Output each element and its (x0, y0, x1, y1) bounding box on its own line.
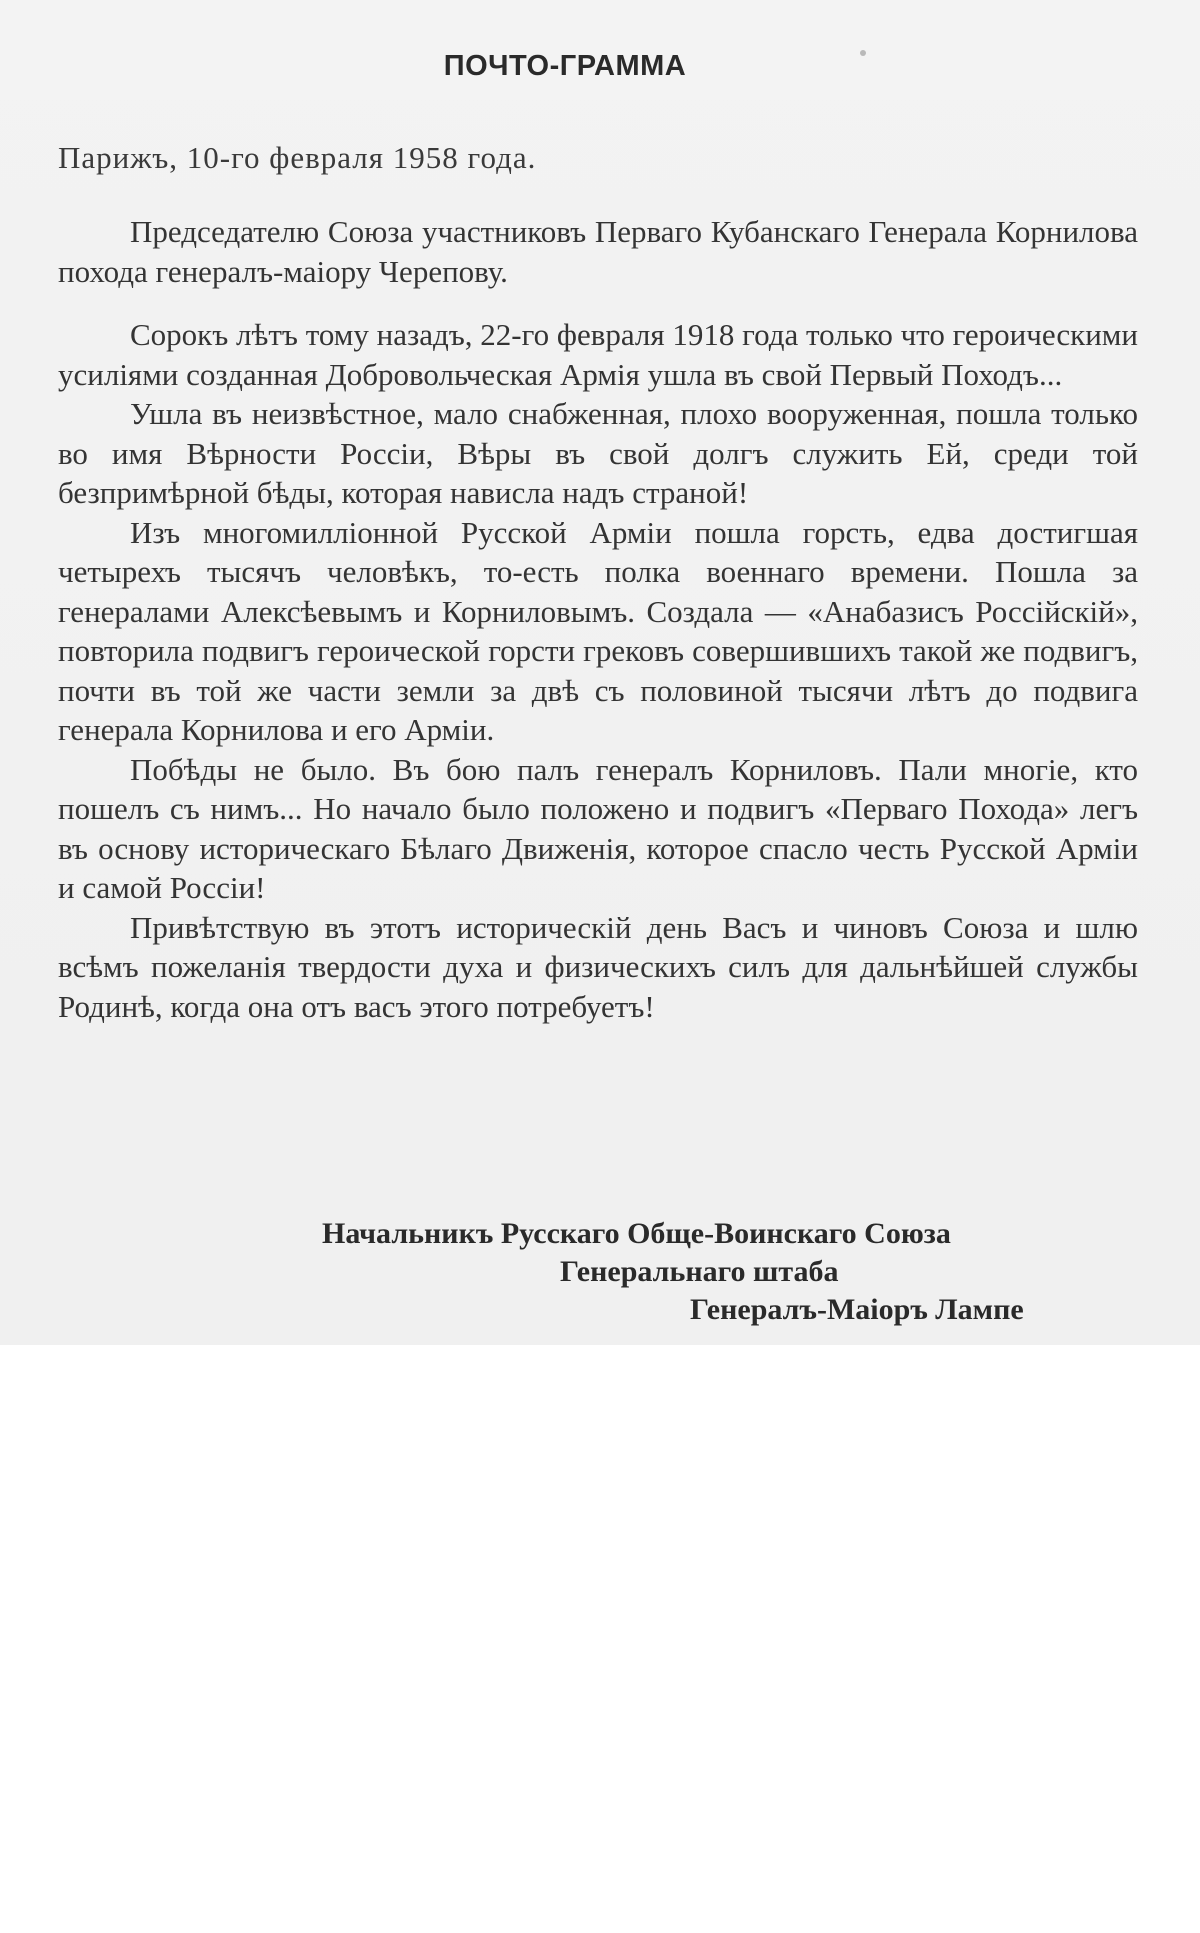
paragraph-addressee: Председателю Союза участниковъ Перваго Кубанскаго Генерала Корнилова похода генералъ-маiору Черепову. (58, 214, 1138, 289)
blank-lower-area (0, 1345, 1200, 1933)
paragraph-4: Побѣды не было. Въ бою палъ генералъ Корниловъ. Пали многіе, кто пошелъ съ нимъ... Но начало было положено и подвигъ «Перваго Похода» легъ въ основу историческаго Бѣлаго Движенія, которое спасло честь Русской Арміи и самой Россіи! (58, 751, 1138, 905)
signature-block (300, 1215, 1140, 1329)
paragraph-2: Ушла въ неизвѣстное, мало снабженная, плохо вооруженная, пошла только во имя Вѣрности Россіи, Вѣры въ свой долгъ служить Ей, среди той безпримѣрной бѣды, которая нависла надъ страной! (58, 396, 1138, 510)
signature-position: Начальникъ Русскаго Обще-Воинскаго Союза (322, 1217, 951, 1250)
document-title: ПОЧТО-ГРАММА (443, 50, 687, 82)
paragraph-1: Сорокъ лѣтъ тому назадъ, 22-го февраля 1918 года только что героическими усиліями созданная Добровольческая Армія ушла въ свой Первый Походъ... (58, 317, 1138, 392)
signature-name: Генералъ-Маіоръ Лампе (690, 1293, 1024, 1326)
letter-body (58, 212, 1138, 1026)
dateline: Парижъ, 10-го февраля 1958 года. (58, 140, 537, 175)
paragraph-3: Изъ многомилліонной Русской Арміи пошла горсть, едва достигшая четырехъ тысячъ человѣкъ, то-есть полка военнаго времени. Пошла за генералами Алексѣевымъ и Корниловымъ. Создала — «Анабазисъ Россійскій», повторила подвигъ героической горсти грековъ совершившихъ такой же подвигъ, почти въ той же части земли за двѣ съ половиной тысячи лѣтъ до подвига генерала Корнилова и его Арміи. (58, 514, 1138, 747)
paragraph-5: Привѣтствую въ этотъ историческій день Васъ и чиновъ Союза и шлю всѣмъ пожеланія твердости духа и физическихъ силъ для дальнѣйшей службы Родинѣ, когда она отъ васъ этого потребуетъ! (58, 909, 1138, 1024)
signature-staff: Генеральнаго штаба (560, 1255, 839, 1288)
